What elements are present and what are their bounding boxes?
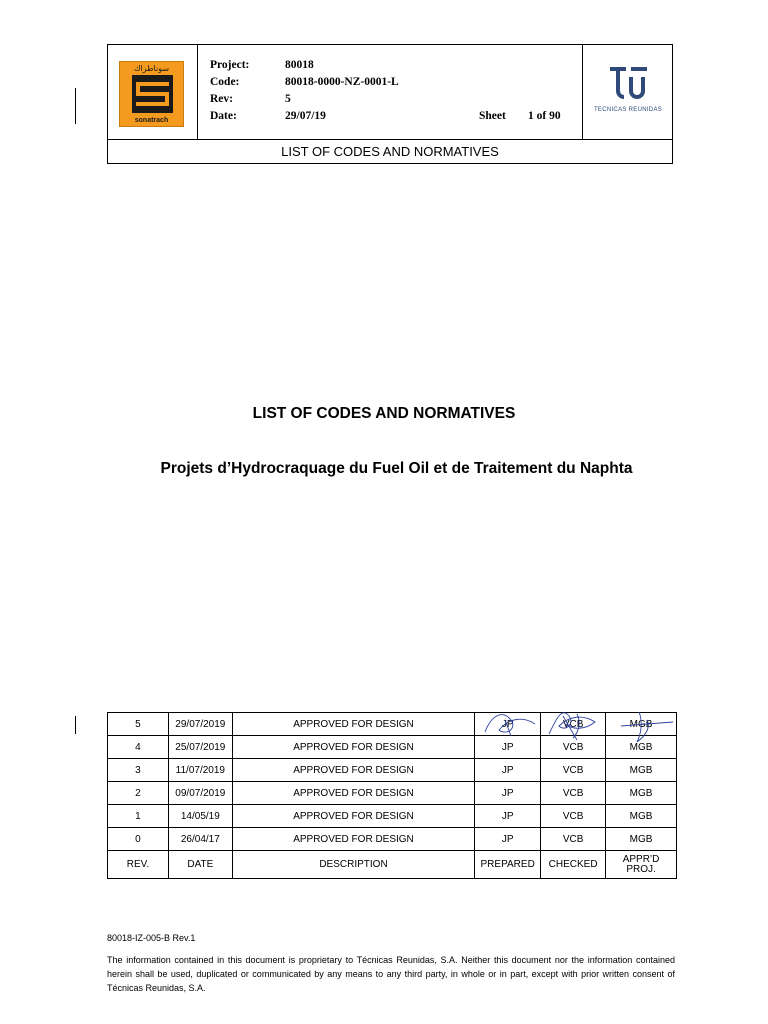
revision-cell-description: APPROVED FOR DESIGN [232, 828, 474, 851]
revision-cell-date: 14/05/19 [168, 805, 232, 828]
revision-cell-prepared: JP [475, 805, 541, 828]
column-header-checked: CHECKED [541, 851, 606, 879]
sonatrach-arabic-text: سوناطراك [133, 64, 170, 73]
contractor-logo-cell [582, 45, 672, 139]
revision-cell-date: 11/07/2019 [168, 759, 232, 782]
revision-cell-rev: 4 [108, 736, 169, 759]
column-header-description: DESCRIPTION [232, 851, 474, 879]
revision-cell-prepared: JP [475, 828, 541, 851]
sonatrach-logo [119, 61, 184, 127]
revision-cell-date: 26/04/17 [168, 828, 232, 851]
revision-cell-prepared: JP [475, 713, 541, 736]
revision-cell-checked: VCB [541, 828, 606, 851]
document-subtitle: Projets d’Hydrocraquage du Fuel Oil et de Traitement du Naphta [160, 460, 633, 477]
revision-margin-bar [75, 716, 76, 734]
proprietary-disclaimer: The information contained in this document is proprietary to Técnicas Reunidas, S.A. Neither this document nor the information contained herein shall be used, duplicated or communicated by any means to any third party, in whole or in part, except with prior written consent of Técnicas Reunidas, S.A. [107, 955, 675, 993]
revision-cell-approved: MGB [606, 736, 677, 759]
revision-table-container [107, 712, 677, 879]
column-header-date: DATE [168, 851, 232, 879]
revision-cell-description: APPROVED FOR DESIGN [232, 759, 474, 782]
sonatrach-brand-text: sonatrach [134, 117, 169, 124]
client-logo-cell [108, 45, 198, 139]
revision-cell-date: 09/07/2019 [168, 782, 232, 805]
revision-cell-description: APPROVED FOR DESIGN [232, 805, 474, 828]
tecnicas-reunidas-logo-text: TECNICAS REUNIDAS [593, 107, 663, 113]
revision-cell-rev: 2 [108, 782, 169, 805]
rev-value: 5 [285, 93, 291, 105]
revision-cell-prepared: JP [475, 759, 541, 782]
revision-cell-approved: MGB [606, 828, 677, 851]
project-value: 80018 [285, 59, 314, 71]
sonatrach-emblem-icon [132, 75, 173, 113]
column-header-approved [606, 851, 677, 879]
column-header-prepared: PREPARED [475, 851, 541, 879]
revision-cell-checked: VCB [541, 805, 606, 828]
revision-row [108, 713, 677, 736]
revision-row [108, 805, 677, 828]
date-label: Date: [210, 110, 237, 122]
revision-cell-rev: 1 [108, 805, 169, 828]
column-header-rev: REV. [108, 851, 169, 879]
revision-cell-rev: 5 [108, 713, 169, 736]
date-value: 29/07/19 [285, 110, 326, 122]
code-value: 80018-0000-NZ-0001-L [285, 76, 399, 88]
revision-cell-checked: VCB [541, 713, 606, 736]
revision-cell-description: APPROVED FOR DESIGN [232, 736, 474, 759]
revision-row [108, 782, 677, 805]
document-header [107, 44, 673, 164]
revision-table [107, 712, 677, 879]
document-info [198, 45, 582, 139]
revision-cell-date: 29/07/2019 [168, 713, 232, 736]
revision-cell-approved: MGB [606, 759, 677, 782]
code-label: Code: [210, 76, 240, 88]
sheet-value: 1 of 90 [528, 110, 561, 122]
column-header-approved-line1: APPR’D [622, 853, 660, 865]
revision-table-header-row [108, 851, 677, 879]
revision-cell-rev: 0 [108, 828, 169, 851]
tecnicas-reunidas-logo-icon [607, 65, 649, 103]
revision-margin-bar [75, 88, 76, 124]
revision-cell-checked: VCB [541, 759, 606, 782]
revision-cell-approved: MGB [606, 713, 677, 736]
revision-cell-checked: VCB [541, 736, 606, 759]
revision-cell-description: APPROVED FOR DESIGN [232, 782, 474, 805]
revision-cell-approved: MGB [606, 782, 677, 805]
rev-label: Rev: [210, 93, 233, 105]
header-document-title: LIST OF CODES AND NORMATIVES [108, 139, 672, 164]
revision-row [108, 828, 677, 851]
revision-row [108, 736, 677, 759]
project-label: Project: [210, 59, 250, 71]
document-title: LIST OF CODES AND NORMATIVES [252, 405, 516, 422]
revision-cell-description: APPROVED FOR DESIGN [232, 713, 474, 736]
form-code: 80018-IZ-005-B Rev.1 [107, 933, 196, 943]
revision-cell-approved: MGB [606, 805, 677, 828]
revision-cell-date: 25/07/2019 [168, 736, 232, 759]
revision-row [108, 759, 677, 782]
revision-cell-rev: 3 [108, 759, 169, 782]
sheet-label: Sheet [479, 110, 506, 122]
column-header-approved-line2: PROJ. [626, 863, 656, 875]
revision-cell-checked: VCB [541, 782, 606, 805]
revision-cell-prepared: JP [475, 782, 541, 805]
revision-cell-prepared: JP [475, 736, 541, 759]
